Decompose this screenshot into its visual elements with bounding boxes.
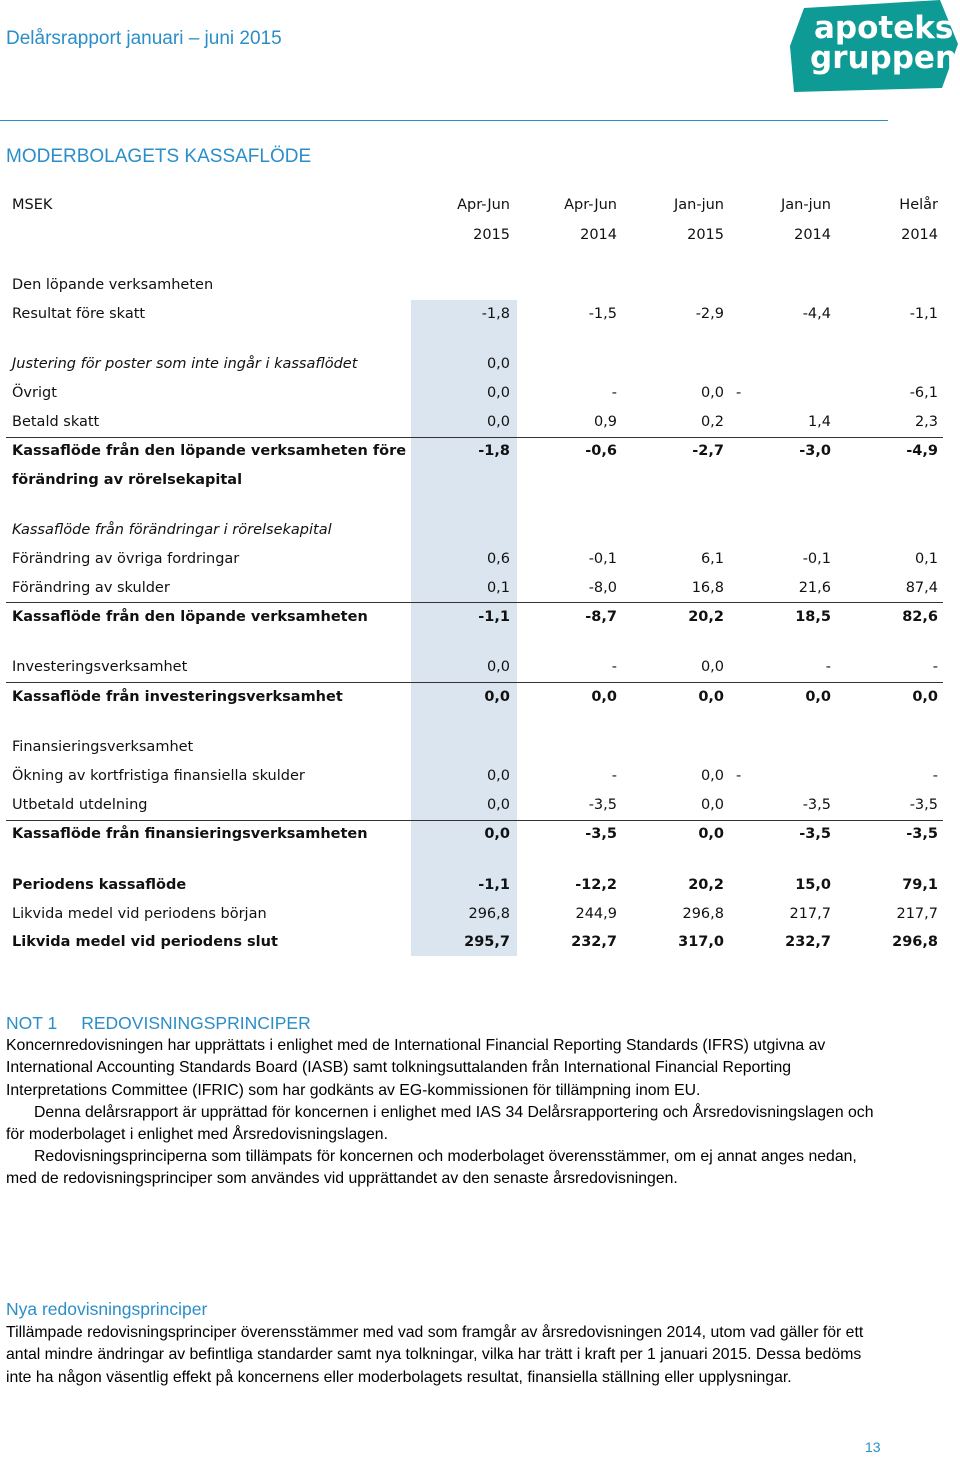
table-cell: - — [611, 385, 617, 401]
table-cell: 21,6 — [798, 580, 831, 596]
table-cell: - — [825, 659, 831, 675]
table-cell: 0,0 — [912, 689, 938, 705]
table-cell: 82,6 — [902, 609, 938, 625]
table-row — [0, 356, 960, 382]
table-row-total — [0, 934, 960, 960]
column-year: 2014 — [580, 227, 617, 243]
table-cell: 0,0 — [698, 689, 724, 705]
table-header-year-row — [0, 227, 960, 253]
svg-text:apoteks: apoteks — [814, 10, 954, 46]
table-cell: 0,0 — [700, 768, 724, 784]
page-number: 13 — [865, 1439, 881, 1455]
column-year: 2014 — [794, 227, 831, 243]
row-label: Förändring av skulder — [12, 580, 170, 596]
row-label: Övrigt — [12, 385, 57, 401]
table-row — [0, 385, 960, 411]
column-period: Apr-Jun — [457, 197, 510, 213]
table-cell: 0,1 — [486, 580, 510, 596]
table-row — [0, 277, 960, 303]
column-year: 2015 — [473, 227, 510, 243]
table-cell: 0,0 — [700, 385, 724, 401]
row-label: Likvida medel vid periodens början — [12, 906, 267, 922]
row-label: Justering för poster som inte ingår i kassaflödet — [12, 356, 358, 372]
column-period: Apr-Jun — [564, 197, 617, 213]
table-row-subtotal — [0, 609, 960, 635]
table-cell: -1,8 — [478, 443, 510, 459]
row-label: Ökning av kortfristiga finansiella skulder — [12, 768, 305, 784]
table-cell: -1,1 — [478, 609, 510, 625]
table-cell: -3,5 — [906, 826, 938, 842]
table-cell: -0,1 — [588, 551, 617, 567]
table-row — [0, 522, 960, 548]
table-cell: 79,1 — [902, 877, 938, 893]
subsection-paragraph: Tillämpade redovisningsprinciper överensstämmer med vad som framgår av årsredovisningen 2014, utom vad gäller för ett antal mindre ändringar av befintliga standarder samt nya tolkningar, vilka har trätt i kraft per 1 januari 2015. Dessa bedöms inte ha någon väsentlig effekt på koncernens eller moderbolagets resultat, finansiella ställning eller upplysningar. — [6, 1324, 864, 1386]
column-year: 2014 — [901, 227, 938, 243]
table-cell: 232,7 — [571, 934, 617, 950]
new-principles-section — [6, 1298, 886, 1389]
table-cell: 244,9 — [575, 906, 617, 922]
table-row — [0, 906, 960, 932]
table-row-total — [0, 877, 960, 903]
table-cell: 296,8 — [468, 906, 510, 922]
table-cell: 16,8 — [691, 580, 724, 596]
row-label: Den löpande verksamheten — [12, 277, 214, 293]
table-cell: 217,7 — [896, 906, 938, 922]
row-label: Kassaflöde från finansieringsverksamheten — [12, 826, 368, 842]
table-cell: 0,0 — [486, 797, 510, 813]
table-cell: 217,7 — [789, 906, 831, 922]
table-cell: 0,0 — [486, 659, 510, 675]
table-cell: 87,4 — [905, 580, 938, 596]
table-cell: - — [611, 659, 617, 675]
table-row-subtotal — [0, 689, 960, 715]
table-cell: 20,2 — [688, 877, 724, 893]
table-cell: -8,7 — [585, 609, 617, 625]
table-cell: 0,0 — [486, 356, 510, 372]
table-cell: -0,6 — [585, 443, 617, 459]
row-label: Likvida medel vid periodens slut — [12, 934, 278, 950]
table-cell: 1,4 — [807, 414, 831, 430]
table-row-subtotal-continued — [0, 472, 960, 498]
table-cell: 0,0 — [486, 768, 510, 784]
table-cell: -1,1 — [909, 306, 938, 322]
row-label: Kassaflöde från investeringsverksamhet — [12, 689, 343, 705]
table-row-subtotal — [0, 826, 960, 852]
table-cell: 0,0 — [484, 689, 510, 705]
svg-text:gruppen: gruppen — [810, 40, 958, 76]
row-label: Förändring av övriga fordringar — [12, 551, 240, 567]
column-period: Jan-jun — [674, 197, 724, 213]
table-cell: -3,5 — [909, 797, 938, 813]
table-cell: 0,0 — [700, 797, 724, 813]
table-cell: -1,8 — [481, 306, 510, 322]
table-cell: 15,0 — [795, 877, 831, 893]
note-1-section — [6, 1012, 886, 1191]
table-cell: - — [932, 659, 938, 675]
note-heading — [6, 1012, 886, 1034]
table-cell: -2,7 — [692, 443, 724, 459]
row-divider — [6, 820, 943, 821]
table-cell: -3,5 — [802, 797, 831, 813]
row-divider — [6, 682, 943, 683]
note-paragraph: Redovisningsprinciperna som tillämpats för koncernen och moderbolaget överensstämmer, om ej annat anges nedan, med de redovisningsprinciper som användes vid upprättandet av den senaste årsredovisningen. — [6, 1148, 857, 1188]
table-cell: 0,0 — [486, 414, 510, 430]
table-cell: 0,9 — [593, 414, 617, 430]
table-cell: - — [736, 385, 742, 401]
report-title: Delårsrapport januari – juni 2015 — [6, 28, 282, 49]
table-cell: 0,6 — [486, 551, 510, 567]
note-paragraph: Koncernredovisningen har upprättats i enlighet med de International Financial Reporting Standards (IFRS) utgivna av International Accounting Standards Board (IASB) samt tolkningsuttalanden från International Financial Reporting Interpretations Committee (IFRIC) som har godkänts av EG-kommissionen för tillämpning inom EU. — [6, 1037, 826, 1099]
row-label: Investeringsverksamhet — [12, 659, 188, 675]
table-header-period-row — [0, 197, 960, 223]
section-title: MODERBOLAGETS KASSAFLÖDE — [6, 146, 312, 167]
table-row — [0, 306, 960, 332]
table-cell: -4,9 — [906, 443, 938, 459]
table-row-subtotal — [0, 443, 960, 469]
row-divider — [6, 602, 943, 603]
row-label: förändring av rörelsekapital — [12, 472, 243, 488]
table-cell: - — [736, 768, 742, 784]
table-cell: 20,2 — [688, 609, 724, 625]
header-label: MSEK — [12, 197, 53, 213]
table-cell: -3,0 — [799, 443, 831, 459]
table-row — [0, 551, 960, 577]
note-number: NOT 1 — [6, 1013, 58, 1033]
table-cell: -6,1 — [909, 385, 938, 401]
table-cell: 295,7 — [464, 934, 510, 950]
table-cell: 0,0 — [805, 689, 831, 705]
subsection-title: Nya redovisningsprinciper — [6, 1299, 208, 1319]
table-cell: 296,8 — [682, 906, 724, 922]
table-cell: 0,2 — [700, 414, 724, 430]
table-cell: 0,0 — [486, 385, 510, 401]
row-label: Periodens kassaflöde — [12, 877, 187, 893]
table-cell: -2,9 — [695, 306, 724, 322]
table-cell: -0,1 — [802, 551, 831, 567]
row-label: Utbetald utdelning — [12, 797, 148, 813]
table-cell: 296,8 — [892, 934, 938, 950]
table-cell: -12,2 — [575, 877, 617, 893]
row-label: Kassaflöde från den löpande verksamheten — [12, 609, 368, 625]
table-cell: -4,4 — [802, 306, 831, 322]
table-cell: 0,0 — [591, 689, 617, 705]
row-divider — [6, 437, 943, 438]
table-cell: 0,1 — [914, 551, 938, 567]
row-label: Kassaflöde från den löpande verksamheten före — [12, 443, 407, 459]
table-cell: -1,5 — [588, 306, 617, 322]
table-cell: 317,0 — [678, 934, 724, 950]
table-cell: 0,0 — [700, 659, 724, 675]
column-year: 2015 — [687, 227, 724, 243]
table-cell: -3,5 — [585, 826, 617, 842]
table-cell: -3,5 — [588, 797, 617, 813]
table-cell: -8,0 — [588, 580, 617, 596]
row-label: Betald skatt — [12, 414, 100, 430]
table-cell: -3,5 — [799, 826, 831, 842]
table-cell: 0,0 — [698, 826, 724, 842]
table-cell: - — [611, 768, 617, 784]
row-label: Finansieringsverksamhet — [12, 739, 194, 755]
table-cell: 6,1 — [700, 551, 724, 567]
table-row — [0, 739, 960, 765]
table-cell: -1,1 — [478, 877, 510, 893]
table-cell: 18,5 — [795, 609, 831, 625]
table-cell: 2,3 — [914, 414, 938, 430]
row-label: Kassaflöde från förändringar i rörelsekapital — [12, 522, 332, 538]
table-cell: - — [932, 768, 938, 784]
table-cell: 232,7 — [785, 934, 831, 950]
note-paragraph: Denna delårsrapport är upprättad för koncernen i enlighet med IAS 34 Delårsrapportering och Årsredovisningslagen och för moderbolaget i enlighet med Årsredovisningslagen. — [6, 1103, 874, 1144]
note-title: REDOVISNINGSPRINCIPER — [81, 1013, 311, 1033]
column-period: Jan-jun — [781, 197, 831, 213]
column-period: Helår — [899, 197, 938, 213]
table-cell: 0,0 — [484, 826, 510, 842]
table-row — [0, 768, 960, 794]
row-label: Resultat före skatt — [12, 306, 146, 322]
